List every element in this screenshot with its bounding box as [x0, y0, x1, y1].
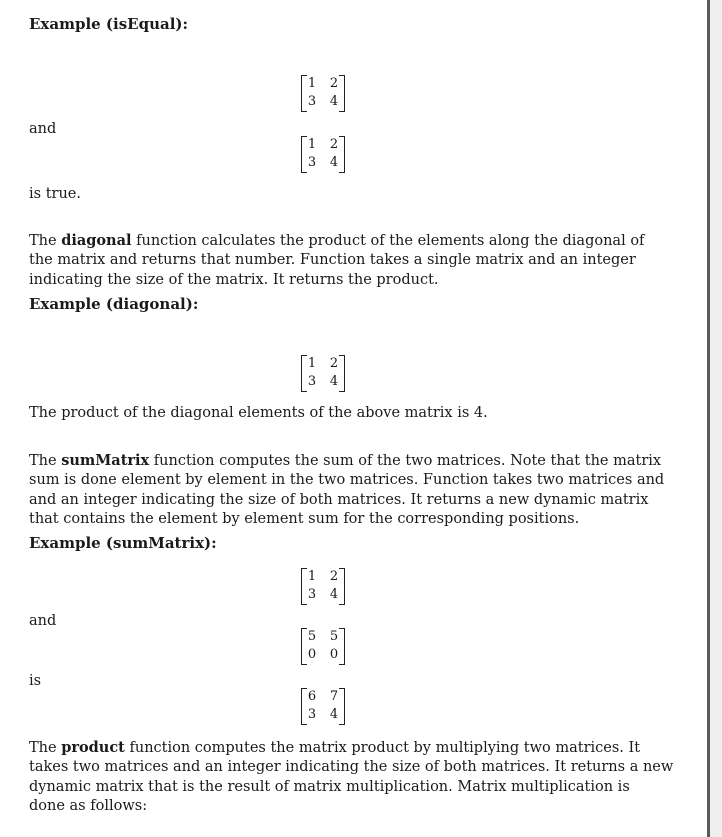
isequal-matrix-b [301, 136, 345, 173]
summatrix-matrix-b [301, 628, 345, 665]
matrix-cell: 3 [307, 374, 317, 389]
matrix-cell: 1 [307, 76, 317, 91]
matrix-right-bracket [339, 136, 345, 173]
matrix-cell: 3 [307, 155, 317, 170]
text: The [29, 233, 57, 249]
summatrix-and-label: and [29, 613, 57, 629]
text: The [29, 740, 57, 756]
matrix-right-bracket [339, 688, 345, 725]
text-line: takes two matrices and an integer indicating the size of both matrices. It returns a new [29, 759, 674, 776]
matrix-cell: 4 [329, 707, 339, 722]
matrix-cell: 2 [329, 137, 339, 152]
function-name-summatrix: sumMatrix [61, 452, 150, 469]
isequal-and-label: and [29, 121, 57, 137]
summatrix-is-label: is [29, 673, 42, 689]
matrix-cell: 1 [307, 137, 317, 152]
matrix-cell: 4 [329, 94, 339, 109]
matrix-cell: 2 [329, 569, 339, 584]
isequal-matrix-a [301, 75, 345, 112]
matrix-cell: 5 [307, 629, 317, 644]
matrix-cell: 1 [307, 569, 317, 584]
viewer-background [710, 0, 722, 837]
matrix-right-bracket [339, 628, 345, 665]
text: function computes the matrix product by multiplying two matrices. It [129, 740, 641, 756]
matrix-right-bracket [339, 355, 345, 392]
text-line: indicating the size of the matrix. It returns the product. [29, 271, 439, 288]
summatrix-matrix-a [301, 568, 345, 605]
summatrix-example-heading: Example (sumMatrix): [29, 534, 217, 552]
text-line: that contains the element by element sum for the corresponding positions. [29, 510, 580, 527]
matrix-cell: 3 [307, 587, 317, 602]
summatrix-paragraph [29, 451, 665, 529]
text: The [29, 453, 57, 469]
text-line: dynamic matrix that is the result of matrix multiplication. Matrix multiplication is [29, 778, 630, 795]
matrix-cell: 6 [307, 689, 317, 704]
diagonal-paragraph [29, 231, 645, 290]
matrix-cell: 4 [329, 155, 339, 170]
isequal-example-heading: Example (isEqual): [29, 15, 189, 33]
matrix-cell: 3 [307, 94, 317, 109]
matrix-cell: 7 [329, 689, 339, 704]
text-line: the matrix and returns that number. Function takes a single matrix and an integer [29, 252, 636, 269]
function-name-product: product [61, 739, 125, 756]
matrix-cell: 0 [307, 647, 317, 662]
matrix-right-bracket [339, 75, 345, 112]
matrix-cell: 5 [329, 629, 339, 644]
matrix-cell: 1 [307, 356, 317, 371]
product-paragraph [29, 738, 674, 816]
matrix-cell: 3 [307, 707, 317, 722]
text: function calculates the product of the elements along the diagonal of [136, 233, 645, 249]
isequal-result: is true. [29, 186, 81, 202]
matrix-cell: 2 [329, 356, 339, 371]
text: function computes the sum of the two matrices. Note that the matrix [153, 453, 662, 469]
text-line: and an integer indicating the size of both matrices. It returns a new dynamic matrix [29, 491, 649, 508]
matrix-cell: 4 [329, 374, 339, 389]
diagonal-example-heading: Example (diagonal): [29, 295, 199, 313]
matrix-cell: 0 [329, 647, 339, 662]
matrix-cell: 2 [329, 76, 339, 91]
function-name-diagonal: diagonal [61, 232, 132, 249]
text-line: sum is done element by element in the two matrices. Function takes two matrices and [29, 472, 665, 489]
matrix-right-bracket [339, 568, 345, 605]
matrix-cell: 4 [329, 587, 339, 602]
diagonal-matrix [301, 355, 345, 392]
diagonal-result: The product of the diagonal elements of the above matrix is 4. [29, 405, 488, 421]
text-line: done as follows: [29, 797, 148, 814]
summatrix-matrix-result [301, 688, 345, 725]
